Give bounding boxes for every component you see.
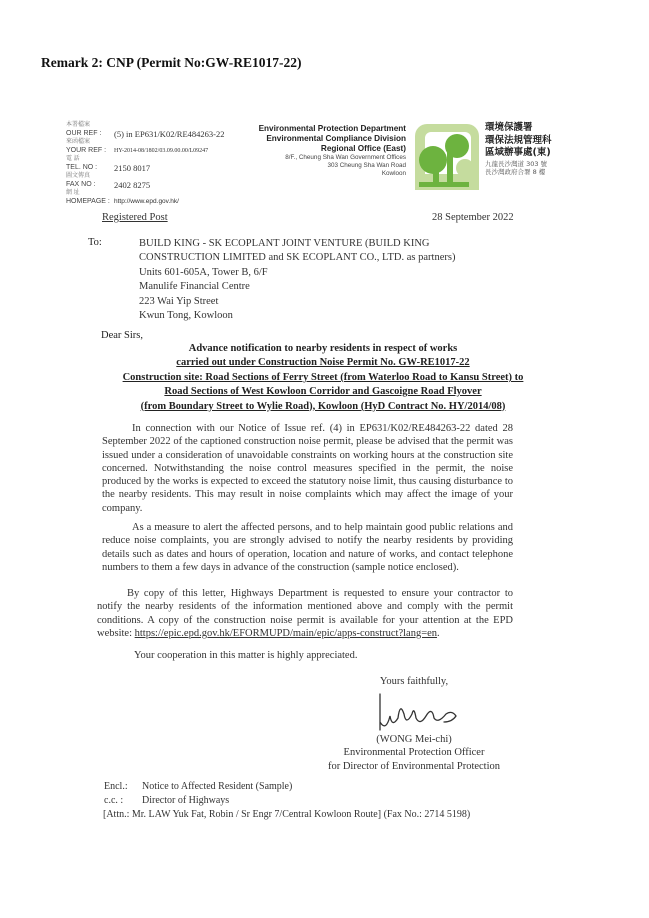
chinese-department-header: 環境保護署 環保法規管理科 區域辦事處(東) 九龍長沙灣道 303 號 長沙灣政府合署 8 樓 [485, 122, 552, 176]
letter-date: 28 September 2022 [432, 212, 514, 223]
signature-icon [372, 692, 467, 734]
signatory [306, 733, 522, 773]
paragraph-2: As a measure to alert the affected persons, and to help maintain good public relations and reduce noise complaints, you are strongly advised to notify the nearby residents by providing details such as dates and hours of operation, location and nature of works, and contact telephone numbers to them a few days in advance of the construction (sample notice enclosed). [102, 522, 513, 573]
ref-our: 本署檔案 OUR REF : (5) in EP631/K02/RE484263-22 [66, 122, 225, 139]
your-ref-value: HY-2014-08/1802/03.09.00.00/L09247 [114, 147, 209, 154]
our-ref-value: (5) in EP631/K02/RE484263-22 [114, 128, 225, 139]
signatory-for: for Director of Environmental Protection [327, 760, 501, 772]
signatory-name: (WONG Mei-chi) [376, 734, 452, 745]
remark-title: Remark 2: CNP (Permit No:GW-RE1017-22) [41, 55, 302, 70]
registered-post: Registered Post [102, 212, 168, 223]
paragraph-4: Your cooperation in this matter is highly appreciated. [134, 650, 358, 661]
closing: Yours faithfully, [379, 676, 449, 687]
recipient-address: BUILD KING - SK ECOPLANT JOINT VENTURE (BUILD KING CONSTRUCTION LIMITED and SK ECOPLANT CO., LTD. as partners) Units 601-605A, Tower B, 6/F Manulife Financial Centre 223 Wai Yip Street Kwun Tong, Kowloon [139, 238, 456, 322]
signatory-title: Environmental Protection Officer [343, 747, 485, 759]
fax-value: 2402 8275 [114, 179, 151, 190]
paragraph-1: In connection with our Notice of Issue ref. (4) in EP631/K02/RE484263-22 dated 28 September 2022 of the captioned construction noise permit, please be advised that the permit was issued under a consideration of unavoidable constraints on working hours at the construction site concerned. Notwithstanding the noise control measures specified in the permit, the noise produced by the works is expected to exceed the statutory noise limit, thus causing disturbance to the nearby residents. This may result in noise complaints which may affect the image of your company. [102, 423, 513, 514]
paragraph-3: By copy of this letter, Highways Department is requested to ensure your contractor to notify the nearby residents of the information mentioned above and comply with the permit conditions. A copy of the construction noise permit is available for your attention at the EPD website: https://epic.epd.gov.hk/EFORMUPD/main/epic/apps-construct?lang=en. [97, 588, 513, 639]
epd-logo-icon [411, 122, 481, 192]
epd-website-link[interactable]: https://epic.epd.gov.hk/EFORMUPD/main/epic/apps-construct?lang=en [134, 627, 438, 639]
tel-value: 2150 8017 [114, 162, 151, 173]
ref-your: 來函檔案 YOUR REF : HY-2014-08/1802/03.09.00.00/L09247 [66, 139, 209, 154]
ref-homepage: 網 址 HOMEPAGE : http://www.epd.gov.hk/ [66, 190, 179, 205]
homepage-link[interactable]: http://www.epd.gov.hk/ [114, 197, 179, 205]
ref-tel: 電 話 TEL. NO : 2150 8017 [66, 156, 151, 173]
department-header: Environmental Protection Department Environmental Compliance Division Regional Office (East) 8/F., Cheung Sha Wan Government Offices 303 Cheung Sha Wan Road Kowloon [258, 124, 406, 177]
subject-heading: Advance notification to nearby residents in respect of works carried out under Construction Noise Permit No. GW-RE1017-22 Construction site: Road Sections of Ferry Street (from Waterloo Road to Kansu Street) to Road Sections of West Kowloon Corridor and Gascoigne Road Flyover (from Boundary Street to Wylie Road), Kowloon (HyD Contract No. HY/2014/08) [122, 343, 524, 412]
reference-block [66, 121, 225, 206]
salutation: Dear Sirs, [101, 330, 143, 341]
footer-enclosures: Encl.: Notice to Affected Resident (Sample) c.c. : Director of Highways [Attn.: Mr. LAW Yuk Fat, Robin / Sr Engr 7/Central Kowloon Route] (Fax No.: 2714 5198) [103, 781, 471, 820]
to-label: To: [88, 237, 102, 248]
ref-fax: 圖文傳真 FAX NO : 2402 8275 [66, 173, 151, 190]
